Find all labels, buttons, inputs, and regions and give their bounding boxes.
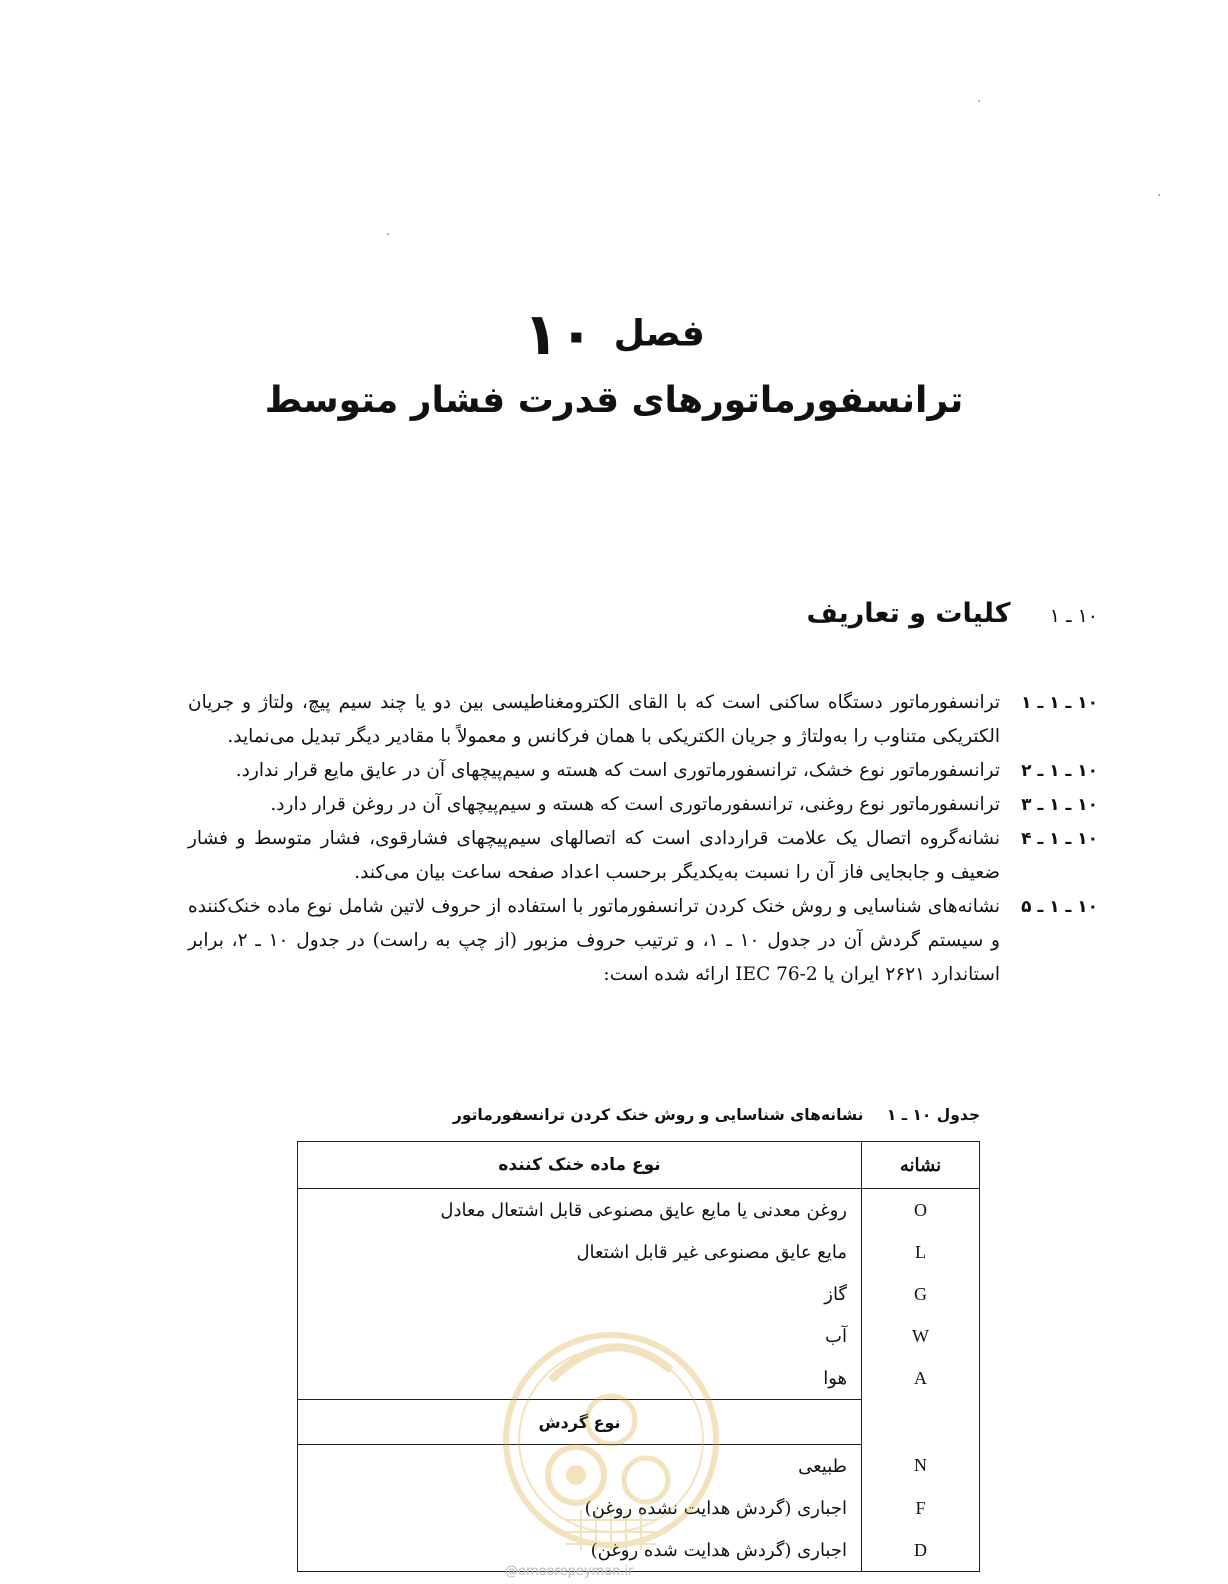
cell-description: طبیعی bbox=[298, 1445, 862, 1488]
scan-speck bbox=[387, 233, 389, 235]
definition-text: ترانسفورماتور دستگاه ساکنی است که با القای الکترومغناطیسی بین دو یا چند سیم پیچ، ولتاژ و جریان الکتریکی متناوب را به‌ولتاژ و جریان الکتریکی با همان فرکانس و معمولاً با مقادیر دیگر تبدیل می‌نماید. bbox=[188, 692, 1000, 747]
section-title: کلیات و تعاریف bbox=[806, 598, 1011, 629]
definition-item bbox=[188, 754, 1098, 788]
table-caption-number: جدول ۱۰ ـ ۱ bbox=[886, 1106, 980, 1124]
definition-item bbox=[188, 822, 1098, 890]
header-coolant-type: نوع ماده خنک کننده bbox=[298, 1142, 862, 1189]
watermark-logo bbox=[496, 1300, 726, 1580]
table-caption bbox=[453, 1106, 980, 1124]
definition-text: ترانسفورماتور نوع خشک، ترانسفورماتوری است که هسته و سیم‌پیچهای آن در عایق مایع قرار ندارد. bbox=[235, 760, 1000, 781]
definition-number: ۱۰ ـ ۱ ـ ۴ bbox=[1021, 829, 1098, 849]
cell-symbol: F bbox=[862, 1487, 980, 1529]
chapter-label bbox=[0, 300, 1228, 368]
cell-description: مایع عایق مصنوعی غیر قابل اشتعال bbox=[298, 1231, 862, 1273]
cell-description: آب bbox=[298, 1315, 862, 1357]
cell-symbol-empty bbox=[862, 1400, 980, 1445]
header-symbol: نشانه bbox=[862, 1142, 980, 1189]
cell-description: اجباری (گردش هدایت نشده روغن) bbox=[298, 1487, 862, 1529]
cell-symbol: G bbox=[862, 1273, 980, 1315]
cell-symbol: L bbox=[862, 1231, 980, 1273]
cell-description: اجباری (گردش هدایت شده روغن) bbox=[298, 1529, 862, 1572]
definitions-list bbox=[188, 686, 1098, 992]
definition-number: ۱۰ ـ ۱ ـ ۲ bbox=[1021, 761, 1098, 781]
cell-description: گاز bbox=[298, 1273, 862, 1315]
scan-speck bbox=[1158, 194, 1160, 196]
table-row bbox=[298, 1231, 980, 1273]
definition-item bbox=[188, 686, 1098, 754]
cell-symbol: D bbox=[862, 1529, 980, 1572]
definition-number: ۱۰ ـ ۱ ـ ۵ bbox=[1021, 897, 1098, 917]
cell-symbol: A bbox=[862, 1357, 980, 1400]
definition-text: نشانه‌گروه اتصال یک علامت قراردادی است که اتصالهای سیم‌پیچهای فشارقوی، فشار متوسط و فشار ضعیف و جابجایی فاز آن را نسبت به‌یکدیگر برحسب اعداد صفحه ساعت بیان می‌کند. bbox=[188, 828, 1000, 883]
chapter-number: ۱۰ bbox=[523, 300, 595, 368]
definition-number: ۱۰ ـ ۱ ـ ۳ bbox=[1021, 795, 1098, 815]
cell-description: روغن معدنی یا مایع عایق مصنوعی قابل اشتعال معادل bbox=[298, 1189, 862, 1232]
cell-description: هوا bbox=[298, 1357, 862, 1400]
cell-symbol: O bbox=[862, 1189, 980, 1232]
table-header-row bbox=[298, 1142, 980, 1189]
cell-symbol: W bbox=[862, 1315, 980, 1357]
definition-item bbox=[188, 788, 1098, 822]
scan-speck bbox=[978, 100, 980, 102]
definition-number: ۱۰ ـ ۱ ـ ۱ bbox=[1021, 693, 1098, 713]
chapter-title: ترانسفورماتورهای قدرت فشار متوسط bbox=[264, 380, 964, 421]
section-number: ۱۰ ـ ۱ bbox=[1049, 605, 1098, 627]
table-caption-title: نشانه‌های شناسایی و روش خنک کردن ترانسفورماتور bbox=[452, 1106, 864, 1124]
table-row bbox=[298, 1189, 980, 1232]
definition-item bbox=[188, 890, 1098, 992]
cell-symbol: N bbox=[862, 1445, 980, 1488]
circulation-header: نوع گردش bbox=[298, 1400, 862, 1445]
definition-text: نشانه‌های شناسایی و روش خنک کردن ترانسفورماتور با استفاده از حروف لاتین شامل نوع ماده خنک‌کننده و سیستم گردش آن در جدول ۱۰ ـ ۱، و ترتیب حروف مزبور (از چپ به راست) در جدول ۱۰ ـ ۲، برابر استاندارد ۲۶۲۱ ایران یا IEC 76-2 ارائه شده است: bbox=[188, 896, 1000, 985]
watermark-site: @omoorepeyman.ir bbox=[505, 1564, 634, 1579]
section-heading bbox=[806, 598, 1098, 629]
definition-text: ترانسفورماتور نوع روغنی، ترانسفورماتوری است که هسته و سیم‌پیچهای آن در روغن قرار دارد. bbox=[270, 794, 1000, 815]
chapter-word: فصل bbox=[613, 313, 705, 355]
